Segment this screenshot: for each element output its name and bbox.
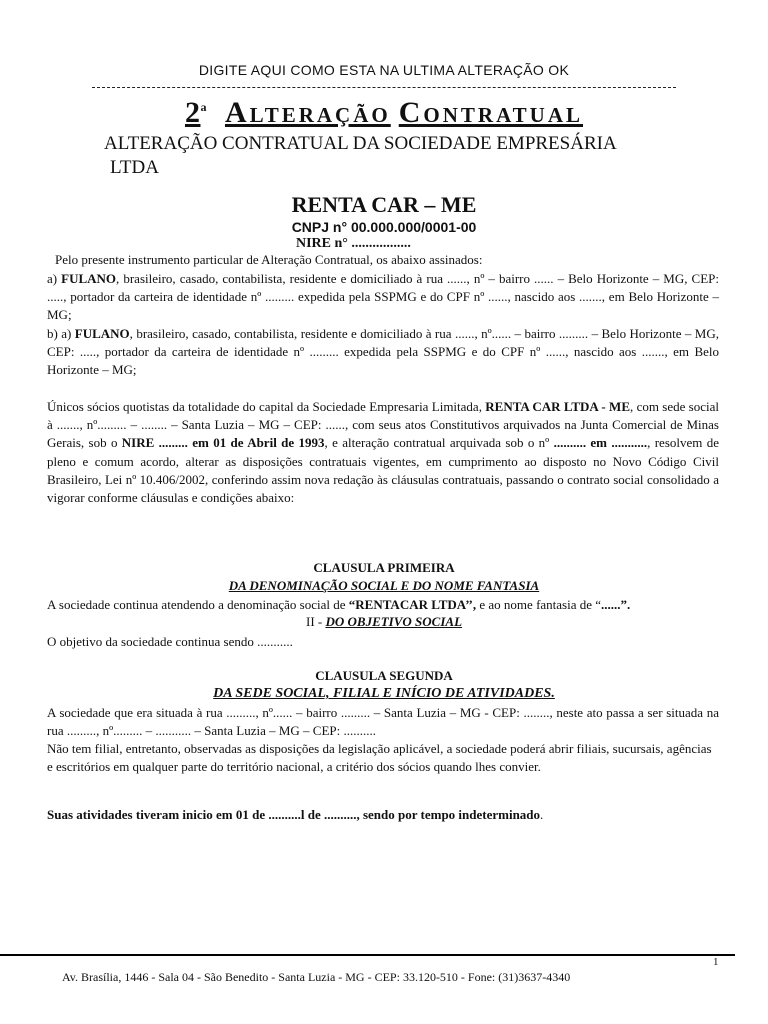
clause-1-subheading-text: DA DENOMINAÇÃO SOCIAL E DO NOME FANTASIA: [228, 578, 540, 593]
main-b2: NIRE ......... em 01 de Abril de 1993: [121, 435, 325, 451]
footer-divider: [0, 954, 735, 956]
title-word-2: Contratual: [398, 96, 584, 129]
document-title: [0, 96, 768, 130]
partner-b-name: FULANO: [74, 326, 130, 341]
clause-1-t1: A sociedade continua atendendo a denominação social de: [47, 597, 349, 612]
company-name: RENTA CAR – ME: [291, 192, 477, 217]
main-p4: , resolvem de pleno e comum acordo, alterar as disposições contratuais vigentes, em cumprimento ao disposto no Novo Código Civil Brasileiro, Lei nº 10.406/2002, conferindo assim nova redação às cláusulas contratuais, passando o contrato social consolidado a vigorar conforme cláusulas e condições abaixo:: [47, 435, 719, 506]
main-paragraph: [47, 398, 719, 507]
clause-1-text: [47, 596, 719, 614]
partner-a: [47, 270, 719, 325]
clause-2-start-end: .: [540, 807, 544, 822]
footer-address: Av. Brasília, 1446 - Sala 04 - São Benedito - Santa Luzia - MG - CEP: 33.120-510 - Fone: (31)3637-4340: [62, 970, 571, 984]
partner-b-text: , brasileiro, casado, contabilista, residente e domiciliado à rua ......, nº...... – bairro ......... – Belo Horizonte – MG, CEP: ....., portador da carteira de identidade nº ......... expedida pela SSPMG e do CPF nº ......, nascido aos ......., em Belo Horizonte – MG;: [47, 326, 719, 378]
clause-1-b1: “RENTACAR LTDA’’,: [348, 597, 477, 612]
partner-a-name: FULANO: [61, 271, 117, 286]
main-p2: , com sede social à ......., nº......... – ........ – Santa Luzia – MG – CEP: ......, com seus atos Constitutivos arquivados na Junta Comercial de Minas Gerais, sob o: [47, 399, 719, 451]
partner-a-text: , brasileiro, casado, contabilista, residente e domiciliado à rua ......, nº – bairro ...... – Belo Horizonte – MG, CEP: ....., portador da carteira de identidade nº ......... expedida pela SSPMG e do CPF nº ......, nascido aos ......., em Belo Horizonte – MG;: [47, 271, 719, 323]
title-number: 2: [184, 96, 201, 129]
clause-1-sub2: [0, 614, 768, 630]
clause-2-subheading-text: DA SEDE SOCIAL, FILIAL E INÍCIO DE ATIVIDADES.: [213, 686, 555, 701]
clause-1-heading: CLAUSULA PRIMEIRA: [313, 560, 455, 575]
header-note: DIGITE AQUI COMO ESTA NA ULTIMA ALTERAÇÃO OK: [198, 62, 570, 78]
title-ordinal: a: [200, 100, 207, 114]
partner-b-prefix: b) a): [47, 326, 75, 341]
title-word-1: Alteração: [224, 96, 391, 129]
main-b3: .......... em ...........: [553, 435, 648, 451]
clause-2-heading: CLAUSULA SEGUNDA: [315, 668, 453, 683]
nire: NIRE n° .................: [296, 236, 411, 251]
subtitle-line-2: LTDA: [110, 157, 159, 178]
dashed-divider: [92, 87, 676, 88]
clause-2-subheading: [0, 686, 768, 702]
main-p1: Únicos sócios quotistas da totalidade do capital da Sociedade Empresaria Limitada,: [47, 399, 486, 414]
clause-1-t2: e ao nome fantasia de “: [476, 597, 602, 612]
clause-1-b2: ......”.: [601, 597, 631, 612]
partner-b: [47, 325, 719, 380]
clause-2-branches: Não tem filial, entretanto, observadas as disposições da legislação aplicável, a sociedade poderá abrir filiais, sucursais, agências e escritórios em qualquer parte do território nacional, a critério dos sócios quando lhes convier.: [47, 741, 712, 775]
clause-1-sub2-text: DO OBJETIVO SOCIAL: [325, 614, 463, 629]
clause-2-address: A sociedade que era situada à rua ........., nº...... – bairro ......... – Santa Luzia – MG - CEP: ........, neste ato passa a ser situada na rua ........., nº......... – ........... – Santa Luzia – MG – CEP: ..........: [47, 705, 719, 739]
partner-a-prefix: a): [47, 271, 62, 286]
clause-1-sub2-prefix: II -: [305, 614, 326, 629]
main-p3: , e alteração contratual arquivada sob o nº: [324, 435, 554, 451]
cnpj: CNPJ n° 00.000.000/0001-00: [291, 219, 477, 235]
subtitle-line-1: ALTERAÇÃO CONTRATUAL DA SOCIEDADE EMPRESÁRIA: [104, 133, 617, 154]
clause-2-start: [47, 806, 719, 824]
main-b1: RENTA CAR LTDA - ME: [485, 399, 630, 414]
intro-text: Pelo presente instrumento particular de Alteração Contratual, os abaixo assinados:: [55, 252, 483, 267]
clause-1-objective: O objetivo da sociedade continua sendo ...........: [47, 634, 293, 649]
clause-2-start-text: Suas atividades tiveram inicio em 01 de ..........l de .........., sendo por tempo indeterminado: [47, 807, 541, 822]
clause-1-subheading: [0, 578, 768, 594]
page-number: 1: [713, 956, 719, 968]
